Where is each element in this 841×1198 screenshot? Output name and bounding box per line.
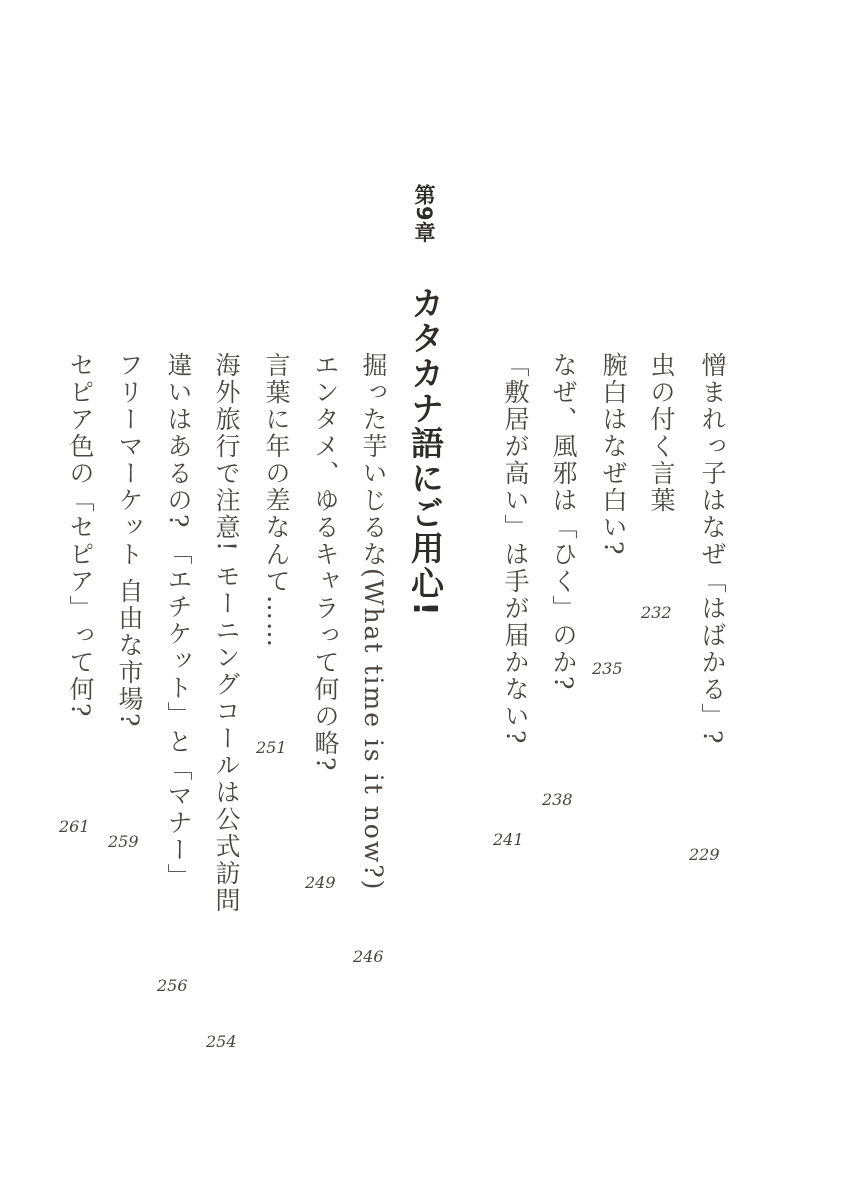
toc-entry-page: 251 (256, 738, 287, 757)
toc-entry-page: 246 (353, 947, 384, 966)
toc-entry-page: 238 (542, 790, 573, 809)
toc-entry-title[interactable]: 虫の付く言葉 (647, 352, 676, 514)
toc-entry-title[interactable]: 腕白はなぜ白い? (599, 352, 628, 557)
toc-entry-title[interactable]: セピア色の「セピア」って何? (66, 352, 95, 719)
toc-entry-page: 235 (592, 659, 623, 678)
toc-entry-title[interactable]: 憎まれっ子はなぜ「はばかる」? (698, 352, 727, 746)
toc-entry-page: 254 (206, 1032, 237, 1051)
toc-entry-title[interactable]: なぜ、風邪は「ひく」のか? (549, 352, 578, 692)
chapter-label: 第9章 (412, 184, 436, 244)
toc-entry-page: 259 (108, 832, 139, 851)
toc-entry-title[interactable]: 「敷居が高い」は手が届かない? (501, 352, 530, 746)
toc-entry-title[interactable]: 言葉に年の差なんて…… (262, 352, 291, 649)
toc-entry-page: 241 (493, 830, 524, 849)
toc-entry-page: 232 (641, 603, 672, 622)
toc-entry-title[interactable]: フリーマーケット 自由な市場? (115, 352, 144, 729)
toc-entry-page: 249 (305, 873, 336, 892)
chapter-title: カタカナ語にご用心! (406, 286, 445, 619)
toc-entry-page: 229 (689, 845, 720, 864)
toc-entry-page: 256 (157, 976, 188, 995)
toc-entry-title[interactable]: エンタメ、ゆるキャラって何の略? (311, 352, 340, 773)
toc-entry-page: 261 (59, 817, 90, 836)
toc-entry-title[interactable]: 海外旅行で注意! モーニングコールは公式訪問 (212, 352, 241, 914)
toc-entry-title[interactable]: 違いはあるの? 「エチケット」と「マナー」 (164, 352, 193, 891)
toc-entry-title[interactable]: 掘った芋いじるな(What time is it now?) (359, 352, 388, 892)
